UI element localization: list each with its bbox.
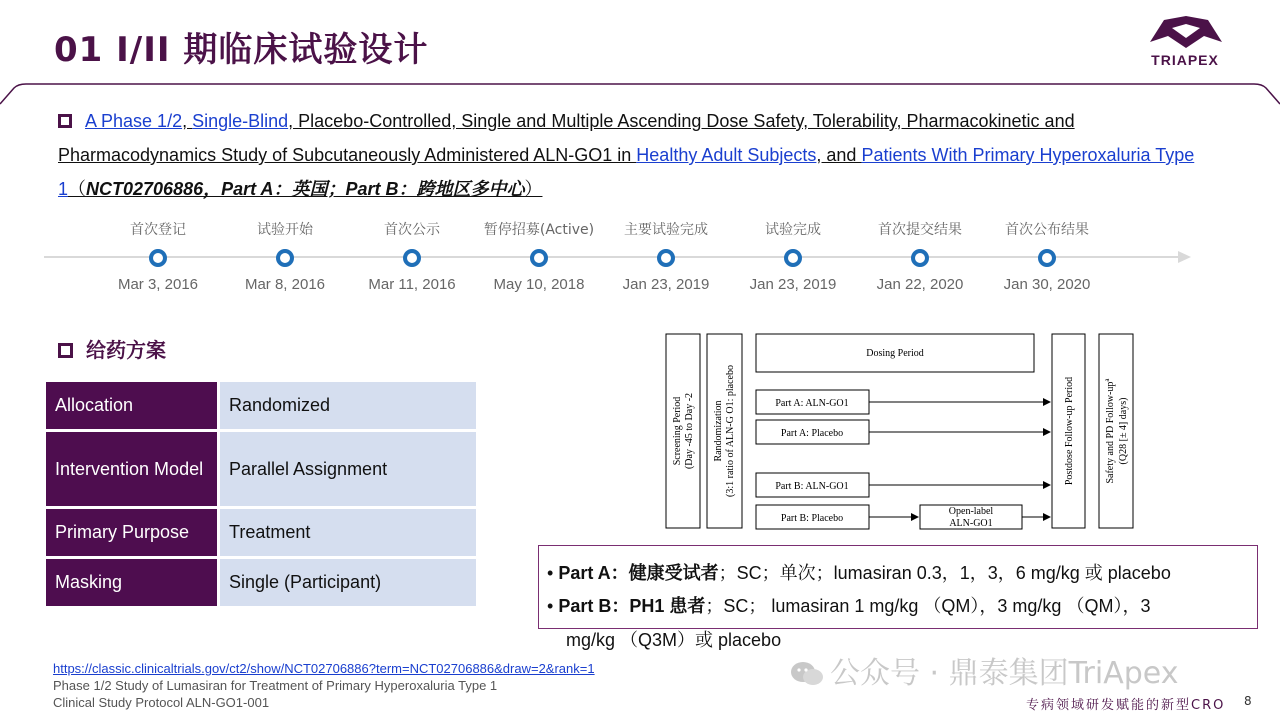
table-key: Allocation [46,382,220,432]
intro-text: , [182,111,193,131]
milestone-label: 首次公布结果 [1005,222,1089,238]
milestone-dot-icon [149,249,167,267]
milestone-label: 主要试验完成 [624,222,708,238]
table-row [46,559,476,609]
section-heading-dosing [58,334,166,363]
study-design-diagram [660,328,1144,534]
timeline-milestone [733,214,853,293]
intro-text: （ [68,179,87,199]
randomization-label: Randomization [713,400,724,462]
milestone-label: 试验完成 [765,222,821,238]
milestone-date: Mar 3, 2016 [117,276,199,293]
study-design-table [46,382,476,609]
link-phase[interactable]: A Phase 1/2 [85,111,183,131]
milestone-dot-icon [657,249,675,267]
link-healthy-subjects[interactable]: Healthy Adult Subjects [636,145,817,165]
logo-text: TRIAPEX [1151,52,1219,68]
watermark [790,648,1178,692]
table-value: Single (Participant) [220,559,476,609]
watermark-text: 公众号 · 鼎泰集团TriApex [830,656,1179,691]
milestone-dot-icon [1038,249,1056,267]
timeline-milestone [98,214,218,293]
reference-link[interactable]: https://classic.clinicaltrials.gov/ct2/show/NCT02706886?term=NCT02706886&draw=2&rank=1 [53,661,595,676]
milestone-dot-icon [276,249,294,267]
milestone-dot-icon [530,249,548,267]
arm-label: Part A: ALN-GO1 [775,398,849,409]
page-title: 01 I/II 期临床试验设计 [54,30,429,70]
table-row [46,432,476,509]
references [53,660,595,711]
table-value: Randomized [220,382,476,432]
reference-text: Phase 1/2 Study of Lumasiran for Treatment of Primary Hyperoxaluria Type 1 [53,678,498,693]
bullet-square-icon [58,114,72,128]
wechat-icon [790,661,824,687]
milestone-date: May 10, 2018 [493,276,585,293]
part-a-group: 健康受试者 [628,563,719,583]
table-key: Intervention Model [46,432,220,509]
part-b-label: Part B： [558,596,630,616]
safety-label: (Q28 [± 4] days) [1118,397,1129,465]
part-b-group: PH1 患者 [629,596,706,616]
milestone-date: Jan 30, 2020 [1003,276,1091,293]
screening-label: Screening Period [672,396,683,466]
postdose-label: Postdose Follow-up Period [1064,376,1075,486]
table-value: Treatment [220,509,476,559]
part-a-text: ；SC；单次；lumasiran 0.3，1，3，6 mg/kg 或 placebo [718,563,1171,583]
timeline-milestone [225,214,345,293]
milestone-dot-icon [784,249,802,267]
milestone-date: Jan 23, 2019 [622,276,710,293]
timeline-arrow-icon [1178,251,1191,263]
timeline-milestone [987,214,1107,293]
page-number: 8 [1244,694,1252,708]
arm-label: Part A: Placebo [780,428,844,439]
milestone-label: 试验开始 [257,222,313,238]
open-label-text: ALN-GO1 [949,518,993,529]
arm-label: Part B: ALN-GO1 [775,481,849,492]
dosing-info-box [538,545,1258,629]
intro-text: , and [816,145,862,165]
timeline-milestone [479,214,599,293]
table-key: Primary Purpose [46,509,220,559]
screening-label: (Day -45 to Day -2 [684,392,695,470]
randomization-label: (3:1 ratio of ALN-G O1: placebo [725,365,736,497]
milestone-label: 暂停招募(Active) [483,222,595,238]
table-key: Masking [46,559,220,609]
study-id-region: NCT02706886，Part A：英国；Part B：跨地区多中心 [86,179,525,199]
link-single-blind[interactable]: Single-Blind [192,111,289,131]
milestone-dot-icon [403,249,421,267]
intro-text: , Placebo-Controlled, Single and Multiple Ascending Dose Safety, Tolerability, Pharmacokinetic and Pharmacodynamics Study of Subcutaneously Administered ALN-GO1 in [58,111,1075,165]
milestone-date: Jan 22, 2020 [876,276,964,293]
dose-line-part-b: • Part B：PH1 患者；SC； lumasiran 1 mg/kg （QM），3 mg/kg （QM），3 [547,596,1151,616]
part-b-text-continued: mg/kg （Q3M）或 placebo [566,630,782,650]
intro-text: ） [524,179,543,199]
table-row [46,382,476,432]
table-value: Parallel Assignment [220,432,476,509]
dose-line-part-a: • Part A：健康受试者；SC；单次；lumasiran 0.3，1，3，6 mg/kg 或 placebo [547,563,1171,583]
milestone-date: Jan 23, 2019 [749,276,837,293]
timeline-milestone [352,214,472,293]
footer-slogan: 专病领域研发赋能的新型CRO [1026,698,1226,713]
reference-text: Clinical Study Protocol ALN-GO1-001 [53,695,270,710]
milestone-label: 首次提交结果 [878,222,962,238]
safety-label [1103,378,1116,484]
milestone-dot-icon [911,249,929,267]
dosing-period-label: Dosing Period [866,348,924,359]
safety-label-text: Safety and PD Follow-up [1105,381,1116,484]
timeline-milestone [606,214,726,293]
part-a-label: Part A： [558,563,629,583]
milestone-date: Mar 11, 2016 [368,276,456,293]
timeline-milestone [860,214,980,293]
open-label-text: Open-label [948,506,994,517]
link-patients-ph1[interactable]: Patients With Primary Hyperoxaluria Type 1 [58,145,1195,199]
part-b-text: ；SC； lumasiran 1 mg/kg （QM），3 mg/kg （QM），3 [705,596,1151,616]
milestone-label: 首次登记 [130,222,186,238]
milestone-label: 首次公示 [384,222,440,238]
section-title: 给药方案 [86,338,166,362]
milestone-date: Mar 8, 2016 [244,276,326,293]
study-title-paragraph [58,104,1208,206]
study-timeline [44,214,1194,304]
safety-superscript: a [1103,378,1111,382]
bullet-square-icon [58,343,73,358]
table-row [46,509,476,559]
arm-label: Part B: Placebo [780,513,844,524]
